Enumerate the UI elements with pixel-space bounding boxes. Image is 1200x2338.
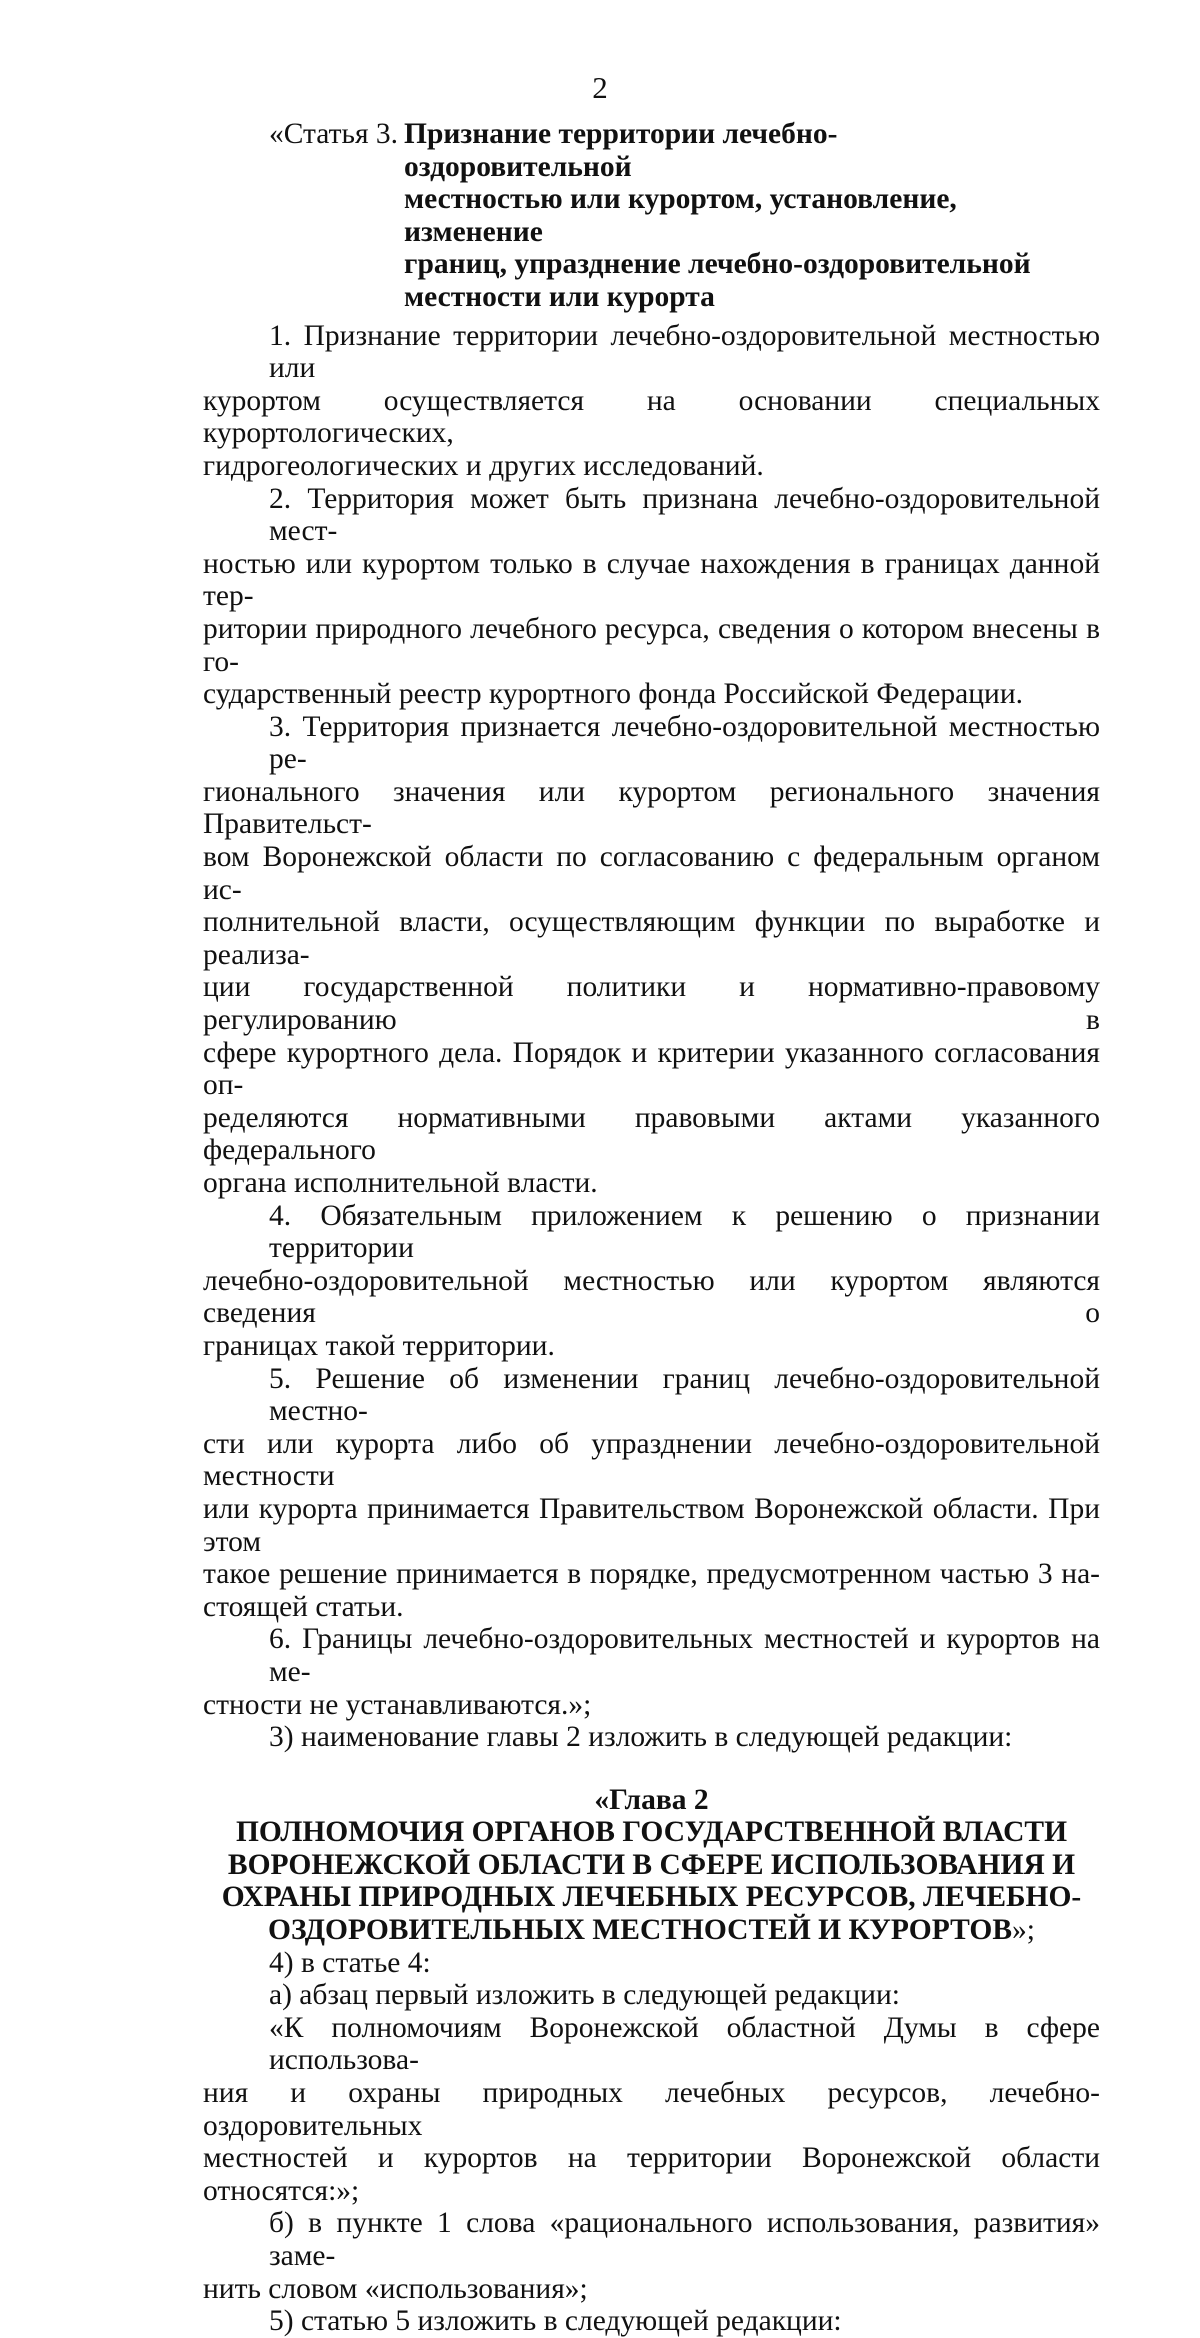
paragraph-line: 6. Границы лечебно-оздоровительных местностей и курортов на ме- (269, 1623, 1100, 1688)
chapter-title-line: ПОЛНОМОЧИЯ ОРГАНОВ ГОСУДАРСТВЕННОЙ ВЛАСТИ (235, 1816, 1068, 1849)
paragraph-line: сти или курорта либо об упразднении лечебно-оздоровительной местности (203, 1427, 1100, 1493)
paragraph-line: полнительной власти, осуществляющим функции по выработке и реализа- (203, 906, 1100, 971)
paragraph-line: сударственный реестр курортного фонда Российской Федерации. (203, 678, 1024, 711)
paragraph-line: 3. Территория признается лечебно-оздоровительной местностью ре- (269, 710, 1100, 776)
paragraph-line: гидрогеологических и других исследований. (203, 449, 764, 482)
paragraph-line: а) абзац первый изложить в следующей редакции: (269, 1979, 900, 2012)
article-heading (269, 118, 1100, 314)
paragraph (203, 1623, 1100, 1721)
paragraph-line: 4. Обязательным приложением к решению о признании территории (269, 1199, 1100, 1265)
paragraph-line: 4) в статье 4: (269, 1946, 431, 1979)
paragraph (203, 2207, 1100, 2305)
article-prefix: «Статья 3. (269, 118, 399, 150)
document-body (203, 118, 1100, 2338)
page-number: 2 (592, 70, 608, 105)
paragraph-line: сфере курортного дела. Порядок и критерии указанного согласования оп- (203, 1036, 1100, 1102)
paragraph (203, 1721, 1100, 1754)
amendment-paragraphs (203, 1947, 1100, 2338)
article-title (404, 118, 1054, 314)
paragraph-line: курортом осуществляется на основании специальных курортологических, (203, 384, 1100, 450)
paragraph (203, 1979, 1100, 2012)
paragraph (203, 1947, 1100, 1980)
paragraph-line: 1. Признание территории лечебно-оздоровительной местностью или (269, 319, 1100, 385)
chapter-label: «Глава 2 (594, 1783, 709, 1816)
chapter-title-line: ОХРАНЫ ПРИРОДНЫХ ЛЕЧЕБНЫХ РЕСУРСОВ, ЛЕЧЕБНО- (221, 1881, 1082, 1914)
paragraph-line: 3) наименование главы 2 изложить в следующей редакции: (269, 1721, 1013, 1754)
paragraph-line: местностей и курортов на территории Воронежской области относятся:»; (203, 2142, 1100, 2207)
paragraph-line: стности не устанавливаются.»; (203, 1688, 592, 1721)
chapter-title-line-last (203, 1914, 1100, 1947)
paragraph-line: стоящей статьи. (203, 1590, 404, 1623)
article-title-line: Признание территории лечебно-оздоровительной (404, 118, 838, 183)
paragraph-line: лечебно-оздоровительной местностью или курортом являются сведения о (203, 1264, 1100, 1330)
paragraph-line: ритории природного лечебного ресурса, сведения о котором внесены в го- (203, 612, 1100, 678)
paragraph-line: 5. Решение об изменении границ лечебно-оздоровительной местно- (269, 1362, 1100, 1428)
paragraph (203, 2012, 1100, 2208)
paragraph-line: 5) статью 5 изложить в следующей редакции: (269, 2305, 842, 2338)
paragraph (203, 711, 1100, 1200)
chapter-title-line: ВОРОНЕЖСКОЙ ОБЛАСТИ В СФЕРЕ ИСПОЛЬЗОВАНИЯ И (227, 1848, 1076, 1881)
chapter-title-suffix: »; (1012, 1914, 1035, 1947)
paragraph (203, 320, 1100, 483)
article-title-line: границ, упразднение лечебно-оздоровительной (404, 248, 1031, 281)
paragraph (203, 1363, 1100, 1624)
paragraph-line: 2. Территория может быть признана лечебно-оздоровительной мест- (269, 482, 1100, 548)
chapter-heading (203, 1784, 1100, 1947)
paragraph-line: ния и охраны природных лечебных ресурсов, лечебно-оздоровительных (203, 2077, 1100, 2142)
paragraph-line: или курорта принимается Правительством Воронежской области. При этом (203, 1492, 1100, 1558)
chapter-title-line: ОЗДОРОВИТЕЛЬНЫХ МЕСТНОСТЕЙ И КУРОРТОВ (268, 1914, 1013, 1947)
paragraph-line: вом Воронежской области по согласованию с федеральным органом ис- (203, 841, 1100, 906)
article-title-line: местности или курорта (404, 280, 715, 313)
paragraph-line: «К полномочиям Воронежской областной Думы в сфере использова- (269, 2011, 1100, 2077)
paragraph-line: нить словом «использования»; (203, 2272, 588, 2305)
paragraph-line: гионального значения или курортом регионального значения Правительст- (203, 775, 1100, 841)
paragraph-line: такое решение принимается в порядке, предусмотренном частью 3 на- (203, 1558, 1100, 1591)
article-paragraphs (203, 320, 1100, 1754)
paragraph-line: б) в пункте 1 слова «рационального использования, развития» заме- (269, 2207, 1100, 2272)
paragraph-line: ностью или курортом только в случае нахождения в границах данной тер- (203, 547, 1100, 613)
paragraph (203, 483, 1100, 711)
paragraph (203, 2305, 1100, 2338)
paragraph-line: ции государственной политики и нормативно-правовому регулированию в (203, 971, 1100, 1037)
article-title-line: местностью или курортом, установление, изменение (404, 183, 957, 248)
paragraph-line: границах такой территории. (203, 1329, 555, 1362)
paragraph-line: органа исполнительной власти. (203, 1167, 598, 1199)
paragraph (203, 1200, 1100, 1363)
paragraph-line: ределяются нормативными правовыми актами указанного федерального (203, 1101, 1100, 1167)
